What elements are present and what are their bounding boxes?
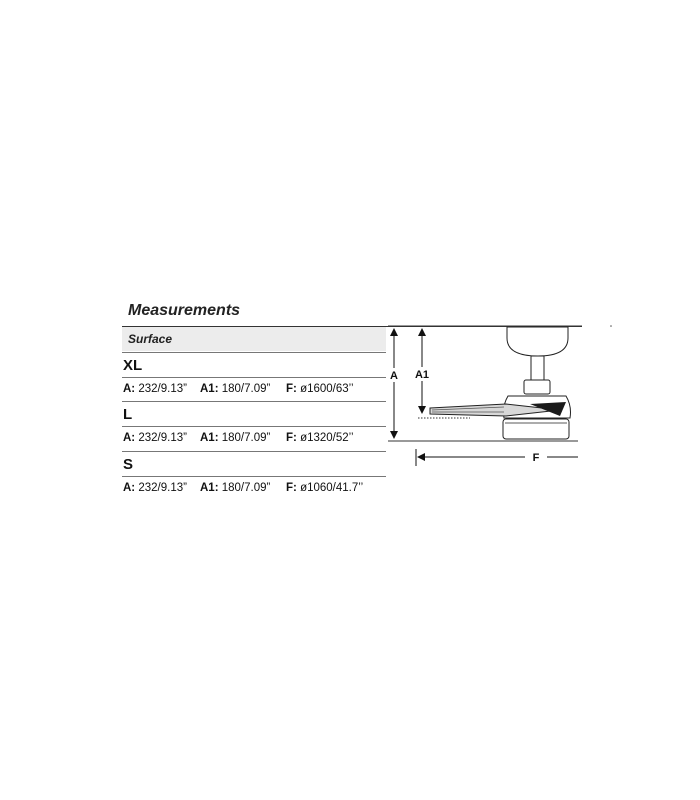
measurement-a1: A1: 180/7.09” bbox=[200, 383, 271, 395]
measurement-f: F: ø1320/52’’ bbox=[286, 432, 354, 444]
surface-label: Surface bbox=[128, 332, 173, 346]
measurement-a: A: 232/9.13” bbox=[123, 383, 187, 395]
stray-mark bbox=[610, 325, 612, 327]
dimension-a-label: A bbox=[390, 370, 398, 382]
fan-light-housing bbox=[503, 419, 569, 439]
fan-canopy bbox=[507, 327, 568, 356]
size-name-l: L bbox=[123, 406, 133, 423]
size-name-s: S bbox=[123, 456, 134, 473]
measurement-a: A: 232/9.13” bbox=[123, 482, 187, 494]
measurement-a: A: 232/9.13” bbox=[123, 432, 187, 444]
size-name-xl: XL bbox=[123, 357, 143, 374]
measurement-a1: A1: 180/7.09” bbox=[200, 482, 271, 494]
dimension-f-label: F bbox=[532, 452, 540, 464]
fan-coupling bbox=[524, 380, 550, 394]
measurement-f: F: ø1060/41.7’’ bbox=[286, 482, 364, 494]
fan-downrod bbox=[531, 356, 544, 380]
measurement-f: F: ø1600/63’’ bbox=[286, 383, 354, 395]
measurements-title: Measurements bbox=[128, 302, 241, 319]
dimension-a1-label: A1 bbox=[414, 369, 430, 381]
measurement-a1: A1: 180/7.09” bbox=[200, 432, 271, 444]
